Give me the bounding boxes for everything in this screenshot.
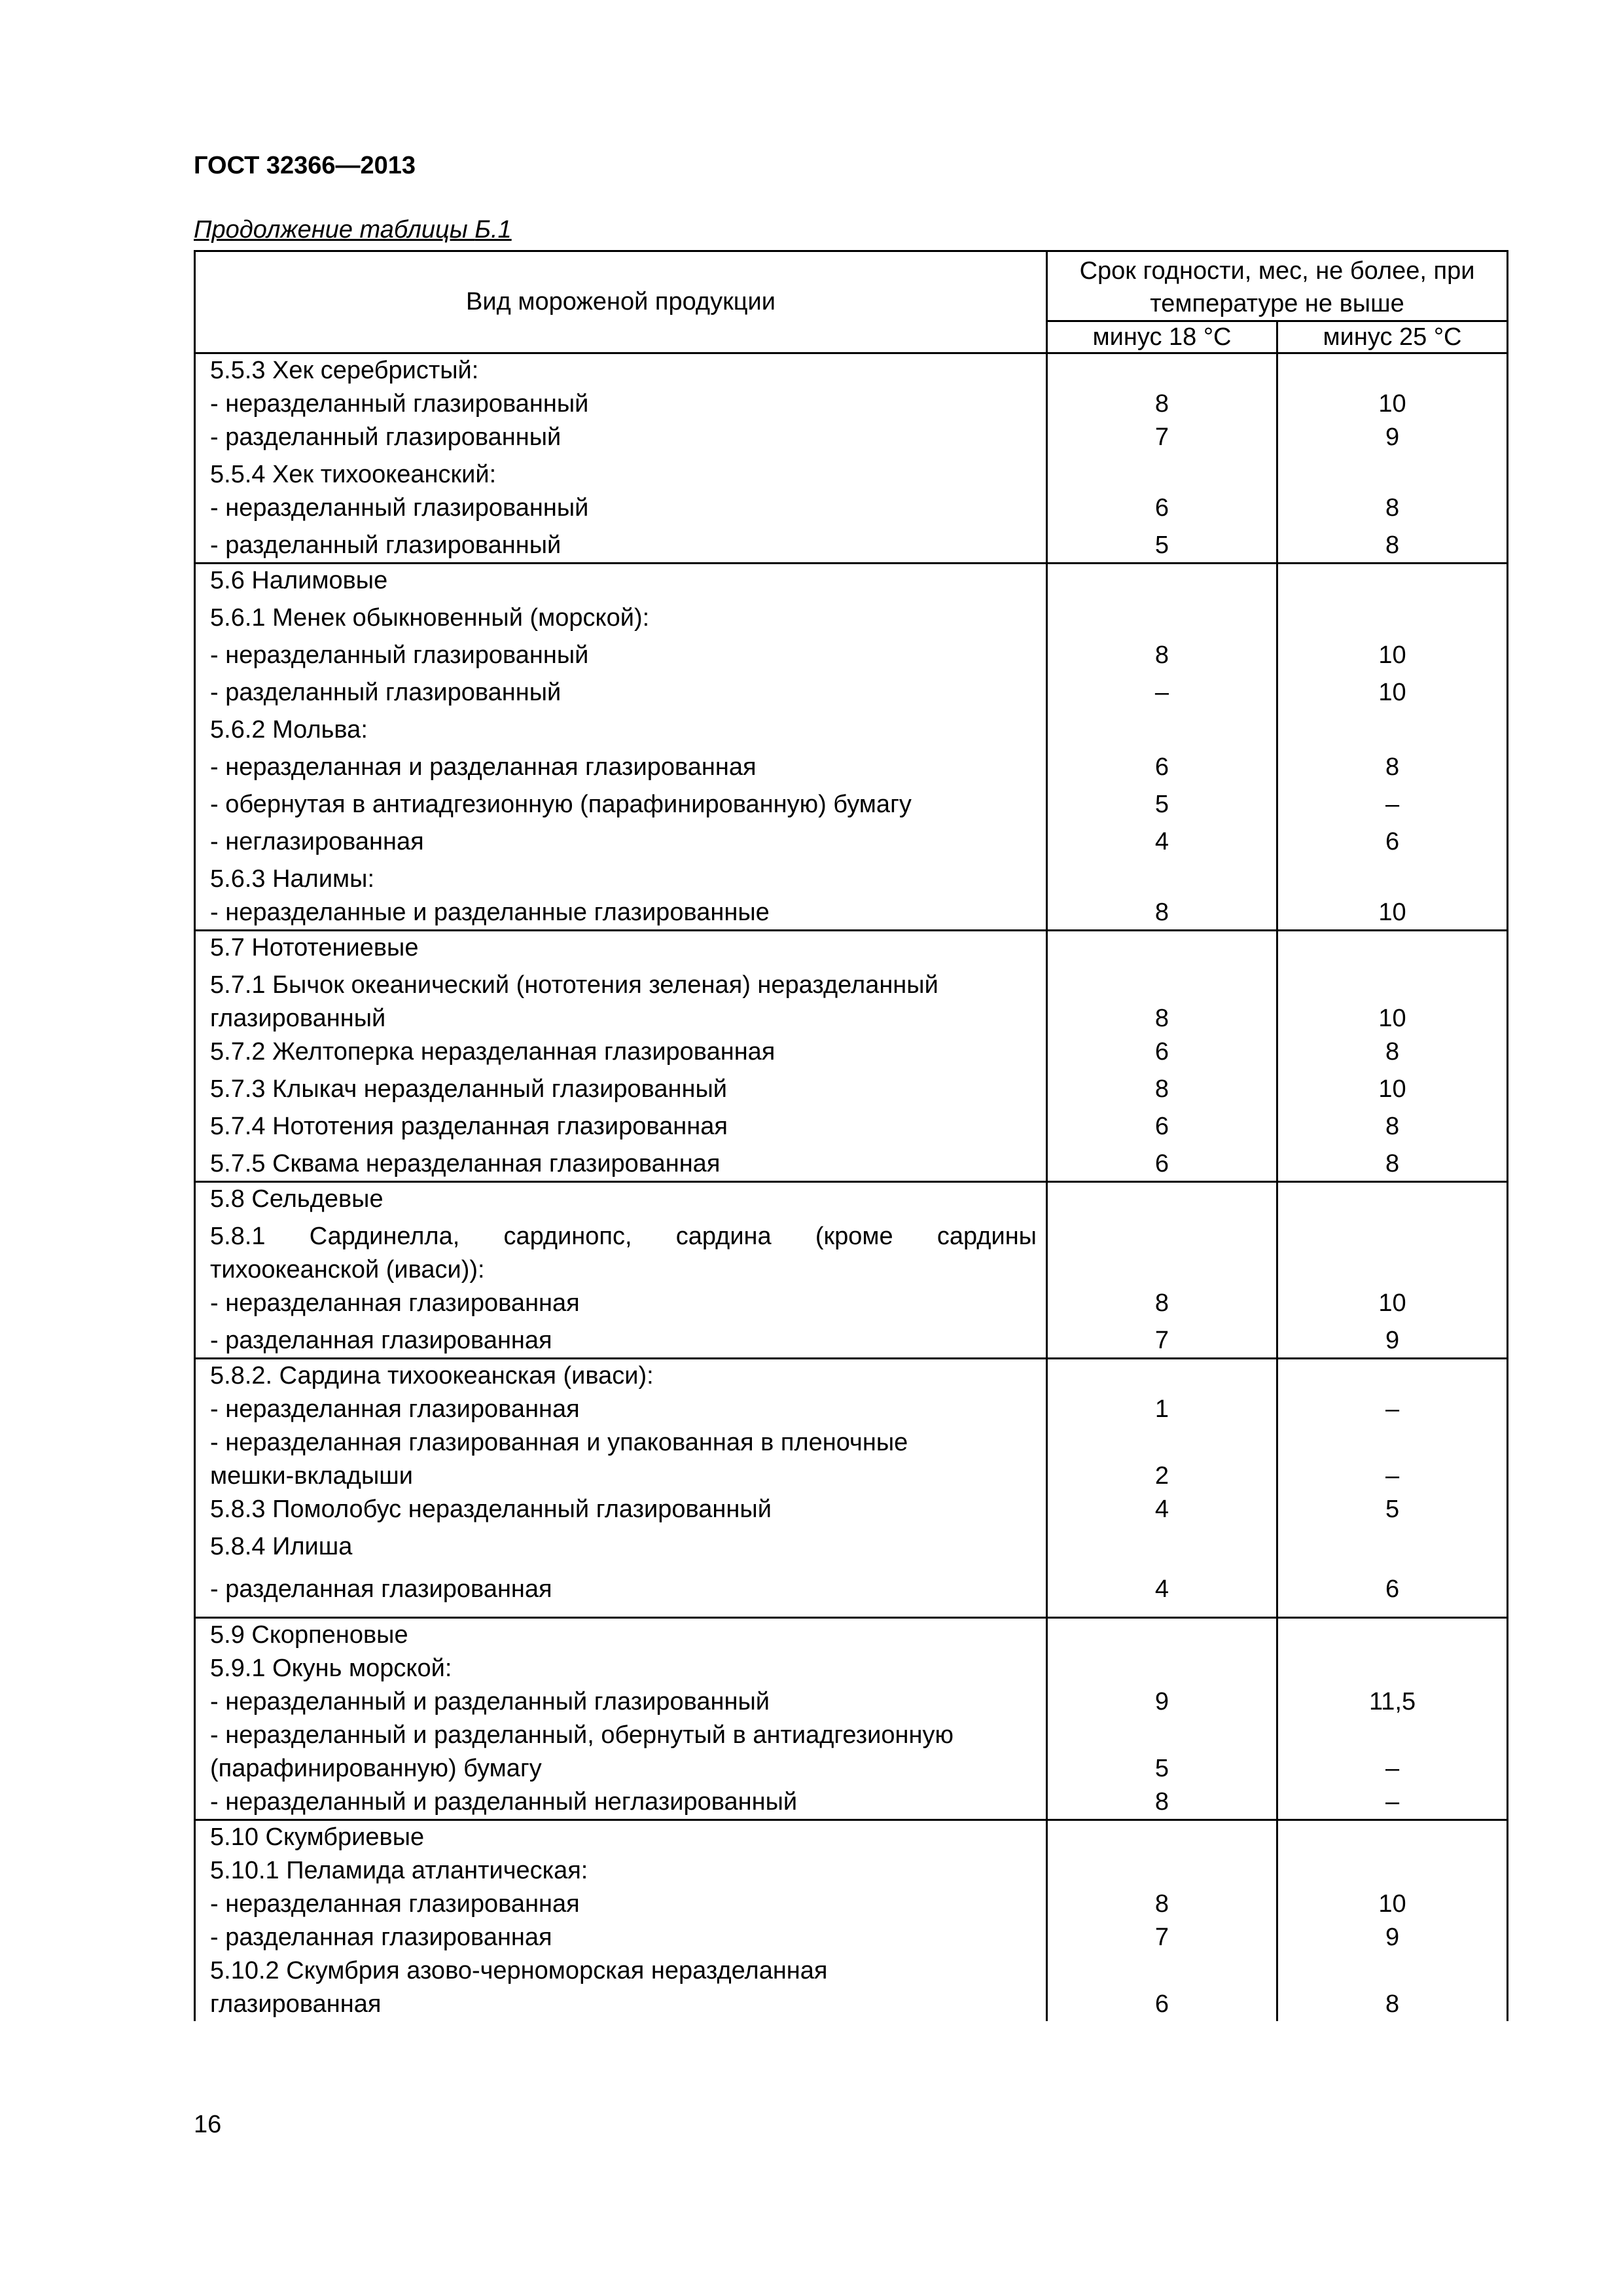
value-minus-25: 10 bbox=[1277, 1287, 1508, 1320]
value-minus-18: 8 bbox=[1047, 1888, 1277, 1921]
table-caption-ref: Б.1 bbox=[474, 216, 512, 243]
table-row bbox=[195, 1785, 1508, 1820]
table-row bbox=[195, 1888, 1508, 1921]
table-row bbox=[195, 1002, 1508, 1035]
product-name: - неразделанный и разделанный глазированный bbox=[195, 1685, 1047, 1719]
product-name: 5.5.4 Хек тихоокеанский: bbox=[195, 454, 1047, 492]
value-minus-18 bbox=[1047, 1954, 1277, 1988]
table-row bbox=[195, 1921, 1508, 1954]
value-minus-18: 6 bbox=[1047, 747, 1277, 784]
product-name: - разделанная глазированная bbox=[195, 1320, 1047, 1359]
table-row bbox=[195, 1493, 1508, 1526]
table-row bbox=[195, 1685, 1508, 1719]
product-name: тихоокеанской (иваси)): bbox=[195, 1253, 1047, 1287]
product-name: глазированная bbox=[195, 1988, 1047, 2021]
table-row bbox=[195, 965, 1508, 1002]
table-row bbox=[195, 1253, 1508, 1287]
value-minus-18: 7 bbox=[1047, 1320, 1277, 1359]
table-caption bbox=[194, 216, 512, 244]
product-name: - разделанная глазированная bbox=[195, 1564, 1047, 1618]
table-section bbox=[195, 931, 1508, 1182]
table-row bbox=[195, 1652, 1508, 1685]
product-name: (парафинированную) бумагу bbox=[195, 1752, 1047, 1785]
product-name: - неразделанный и разделанный неглазированный bbox=[195, 1785, 1047, 1820]
group-heading: 5.8 Сельдевые bbox=[195, 1182, 1047, 1217]
value-minus-18: 4 bbox=[1047, 821, 1277, 859]
value-minus-18 bbox=[1047, 709, 1277, 747]
product-name: 5.8.3 Помолобус неразделанный глазированный bbox=[195, 1493, 1047, 1526]
table-row bbox=[195, 492, 1508, 525]
value-minus-25 bbox=[1277, 353, 1508, 388]
product-name: - разделанный глазированный bbox=[195, 672, 1047, 709]
product-name: - неразделанная и разделанная глазированная bbox=[195, 747, 1047, 784]
table-row bbox=[195, 1106, 1508, 1143]
value-minus-25 bbox=[1277, 1426, 1508, 1460]
table-row bbox=[195, 821, 1508, 859]
table-section bbox=[195, 353, 1508, 564]
product-name: мешки-вкладыши bbox=[195, 1460, 1047, 1493]
value-minus-18: 1 bbox=[1047, 1393, 1277, 1426]
product-name: - неразделанный глазированный bbox=[195, 492, 1047, 525]
value-minus-18: 6 bbox=[1047, 1106, 1277, 1143]
table-row bbox=[195, 564, 1508, 598]
value-minus-25 bbox=[1277, 1359, 1508, 1393]
product-name: - неглазированная bbox=[195, 821, 1047, 859]
value-minus-18 bbox=[1047, 1253, 1277, 1287]
product-name: - неразделанная глазированная bbox=[195, 1888, 1047, 1921]
value-minus-25: – bbox=[1277, 1752, 1508, 1785]
shelf-life-header: Срок годности, мес, не более, при температуре не выше bbox=[1047, 251, 1508, 321]
product-name: 5.6.1 Менек обыкновенный (морской): bbox=[195, 598, 1047, 635]
page-number: 16 bbox=[194, 2111, 222, 2138]
value-minus-18 bbox=[1047, 1820, 1277, 1855]
value-minus-18 bbox=[1047, 1854, 1277, 1888]
product-name: 5.9.1 Окунь морской: bbox=[195, 1652, 1047, 1685]
value-minus-25: – bbox=[1277, 1460, 1508, 1493]
value-minus-18: 9 bbox=[1047, 1685, 1277, 1719]
value-minus-18: 5 bbox=[1047, 784, 1277, 821]
group-heading: 5.7 Нототениевые bbox=[195, 931, 1047, 965]
table-row bbox=[195, 1426, 1508, 1460]
value-minus-25: 8 bbox=[1277, 747, 1508, 784]
value-minus-25 bbox=[1277, 965, 1508, 1002]
table-row bbox=[195, 353, 1508, 388]
value-minus-18: 6 bbox=[1047, 1988, 1277, 2021]
value-minus-25: 10 bbox=[1277, 672, 1508, 709]
value-minus-25: 10 bbox=[1277, 1888, 1508, 1921]
table-row bbox=[195, 1320, 1508, 1359]
value-minus-18 bbox=[1047, 564, 1277, 598]
value-minus-18: – bbox=[1047, 672, 1277, 709]
value-minus-18: 8 bbox=[1047, 1069, 1277, 1106]
product-name: - неразделанная глазированная bbox=[195, 1287, 1047, 1320]
product-name: 5.7.2 Желтоперка неразделанная глазированная bbox=[195, 1035, 1047, 1069]
product-column-header: Вид мороженой продукции bbox=[195, 251, 1047, 353]
value-minus-18: 6 bbox=[1047, 1035, 1277, 1069]
table-row bbox=[195, 1954, 1508, 1988]
value-minus-25 bbox=[1277, 564, 1508, 598]
product-name: - неразделанная глазированная bbox=[195, 1393, 1047, 1426]
value-minus-18 bbox=[1047, 1216, 1277, 1253]
table-section bbox=[195, 564, 1508, 931]
table-row bbox=[195, 1460, 1508, 1493]
value-minus-18: 4 bbox=[1047, 1493, 1277, 1526]
product-name: - обернутая в антиадгезионную (парафинированную) бумагу bbox=[195, 784, 1047, 821]
value-minus-18 bbox=[1047, 931, 1277, 965]
value-minus-25: 5 bbox=[1277, 1493, 1508, 1526]
table-caption-prefix: Продолжение таблицы bbox=[194, 216, 475, 243]
value-minus-18: 8 bbox=[1047, 1002, 1277, 1035]
value-minus-25 bbox=[1277, 709, 1508, 747]
value-minus-25 bbox=[1277, 1652, 1508, 1685]
value-minus-25: – bbox=[1277, 784, 1508, 821]
product-name: 5.8.1 Сардинелла, сардинопс, сардина (кроме сардины bbox=[195, 1216, 1047, 1253]
product-name: - неразделанная глазированная и упакованная в пленочные bbox=[195, 1426, 1047, 1460]
product-name: 5.6.2 Мольва: bbox=[195, 709, 1047, 747]
table-row bbox=[195, 421, 1508, 454]
value-minus-25 bbox=[1277, 1253, 1508, 1287]
product-name: 5.7.3 Клыкач неразделанный глазированный bbox=[195, 1069, 1047, 1106]
group-heading: 5.6 Налимовые bbox=[195, 564, 1047, 598]
product-name: 5.8.4 Илиша bbox=[195, 1526, 1047, 1564]
product-name: глазированный bbox=[195, 1002, 1047, 1035]
shelf-life-table bbox=[194, 250, 1508, 2021]
value-minus-25: 11,5 bbox=[1277, 1685, 1508, 1719]
table-row bbox=[195, 1854, 1508, 1888]
product-name: - разделанная глазированная bbox=[195, 1921, 1047, 1954]
product-name: - неразделанный и разделанный, обернутый в антиадгезионную bbox=[195, 1719, 1047, 1752]
value-minus-18 bbox=[1047, 1719, 1277, 1752]
value-minus-25: 6 bbox=[1277, 821, 1508, 859]
value-minus-25: 10 bbox=[1277, 387, 1508, 421]
value-minus-18 bbox=[1047, 454, 1277, 492]
value-minus-25: 8 bbox=[1277, 1106, 1508, 1143]
value-minus-25: 6 bbox=[1277, 1564, 1508, 1618]
value-minus-18: 8 bbox=[1047, 1785, 1277, 1820]
table-row bbox=[195, 1393, 1508, 1426]
table-row bbox=[195, 672, 1508, 709]
table-row bbox=[195, 1752, 1508, 1785]
product-name: 5.7.5 Сквама неразделанная глазированная bbox=[195, 1143, 1047, 1182]
table-row bbox=[195, 1035, 1508, 1069]
table-row bbox=[195, 1526, 1508, 1564]
value-minus-25: 10 bbox=[1277, 896, 1508, 931]
value-minus-25: 9 bbox=[1277, 421, 1508, 454]
product-name: - разделанный глазированный bbox=[195, 421, 1047, 454]
value-minus-25: 10 bbox=[1277, 1002, 1508, 1035]
value-minus-18 bbox=[1047, 1652, 1277, 1685]
table-row bbox=[195, 859, 1508, 896]
value-minus-18: 8 bbox=[1047, 1287, 1277, 1320]
table-row bbox=[195, 1216, 1508, 1253]
table-row bbox=[195, 1143, 1508, 1182]
table-row bbox=[195, 896, 1508, 931]
table-row bbox=[195, 784, 1508, 821]
value-minus-25: 8 bbox=[1277, 1143, 1508, 1182]
table-row bbox=[195, 1719, 1508, 1752]
value-minus-18: 8 bbox=[1047, 896, 1277, 931]
value-minus-18 bbox=[1047, 859, 1277, 896]
value-minus-25: 10 bbox=[1277, 1069, 1508, 1106]
table-section bbox=[195, 1359, 1508, 1618]
product-name: - неразделанный глазированный bbox=[195, 635, 1047, 672]
table-row bbox=[195, 1618, 1508, 1653]
value-minus-18: 7 bbox=[1047, 421, 1277, 454]
value-minus-18 bbox=[1047, 1426, 1277, 1460]
value-minus-18 bbox=[1047, 598, 1277, 635]
product-name: 5.7.1 Бычок океанический (нототения зеленая) неразделанный bbox=[195, 965, 1047, 1002]
value-minus-18: 2 bbox=[1047, 1460, 1277, 1493]
value-minus-25 bbox=[1277, 1182, 1508, 1217]
table-section bbox=[195, 1618, 1508, 1820]
table-row bbox=[195, 598, 1508, 635]
value-minus-18: 6 bbox=[1047, 1143, 1277, 1182]
value-minus-18: 8 bbox=[1047, 635, 1277, 672]
table-section bbox=[195, 1182, 1508, 1359]
table-row bbox=[195, 1820, 1508, 1855]
value-minus-18 bbox=[1047, 353, 1277, 388]
table-row bbox=[195, 1182, 1508, 1217]
table-row bbox=[195, 747, 1508, 784]
product-name: 5.6.3 Налимы: bbox=[195, 859, 1047, 896]
value-minus-25: 9 bbox=[1277, 1921, 1508, 1954]
table-row bbox=[195, 1287, 1508, 1320]
product-name: 5.10.1 Пеламида атлантическая: bbox=[195, 1854, 1047, 1888]
value-minus-25 bbox=[1277, 1719, 1508, 1752]
table-row bbox=[195, 931, 1508, 965]
value-minus-25 bbox=[1277, 1854, 1508, 1888]
value-minus-18 bbox=[1047, 965, 1277, 1002]
table-row bbox=[195, 709, 1508, 747]
temp-header-minus-25: минус 25 °С bbox=[1277, 321, 1508, 353]
value-minus-25 bbox=[1277, 1954, 1508, 1988]
value-minus-18: 5 bbox=[1047, 525, 1277, 564]
value-minus-25: 8 bbox=[1277, 1035, 1508, 1069]
table-row bbox=[195, 1988, 1508, 2021]
product-name: 5.8.2. Сардина тихоокеанская (иваси): bbox=[195, 1359, 1047, 1393]
value-minus-18: 4 bbox=[1047, 1564, 1277, 1618]
table-row bbox=[195, 387, 1508, 421]
value-minus-25: – bbox=[1277, 1393, 1508, 1426]
value-minus-25: 8 bbox=[1277, 492, 1508, 525]
product-name: - неразделанные и разделанные глазированные bbox=[195, 896, 1047, 931]
value-minus-25 bbox=[1277, 454, 1508, 492]
value-minus-25: 8 bbox=[1277, 1988, 1508, 2021]
value-minus-18: 8 bbox=[1047, 387, 1277, 421]
value-minus-25 bbox=[1277, 1216, 1508, 1253]
value-minus-25 bbox=[1277, 931, 1508, 965]
value-minus-18: 5 bbox=[1047, 1752, 1277, 1785]
product-name: 5.7.4 Нототения разделанная глазированная bbox=[195, 1106, 1047, 1143]
product-name: - неразделанный глазированный bbox=[195, 387, 1047, 421]
value-minus-25 bbox=[1277, 598, 1508, 635]
value-minus-18 bbox=[1047, 1182, 1277, 1217]
value-minus-18 bbox=[1047, 1618, 1277, 1653]
standard-header: ГОСТ 32366—2013 bbox=[194, 152, 416, 179]
value-minus-18 bbox=[1047, 1526, 1277, 1564]
group-heading: 5.9 Скорпеновые bbox=[195, 1618, 1047, 1653]
product-name: - разделанный глазированный bbox=[195, 525, 1047, 564]
group-heading: 5.10 Скумбриевые bbox=[195, 1820, 1047, 1855]
value-minus-25 bbox=[1277, 1526, 1508, 1564]
value-minus-25: 8 bbox=[1277, 525, 1508, 564]
table-row bbox=[195, 635, 1508, 672]
value-minus-25 bbox=[1277, 859, 1508, 896]
table-row bbox=[195, 1359, 1508, 1393]
table-row bbox=[195, 1564, 1508, 1618]
table-row bbox=[195, 1069, 1508, 1106]
table-row bbox=[195, 454, 1508, 492]
value-minus-25: – bbox=[1277, 1785, 1508, 1820]
value-minus-18: 7 bbox=[1047, 1921, 1277, 1954]
product-name: 5.5.3 Хек серебристый: bbox=[195, 353, 1047, 388]
temp-header-minus-18: минус 18 °С bbox=[1047, 321, 1277, 353]
value-minus-25: 10 bbox=[1277, 635, 1508, 672]
table-section bbox=[195, 1820, 1508, 2022]
table-row bbox=[195, 525, 1508, 564]
value-minus-18 bbox=[1047, 1359, 1277, 1393]
value-minus-25: 9 bbox=[1277, 1320, 1508, 1359]
value-minus-25 bbox=[1277, 1820, 1508, 1855]
product-name: 5.10.2 Скумбрия азово-черноморская неразделанная bbox=[195, 1954, 1047, 1988]
value-minus-18: 6 bbox=[1047, 492, 1277, 525]
value-minus-25 bbox=[1277, 1618, 1508, 1653]
